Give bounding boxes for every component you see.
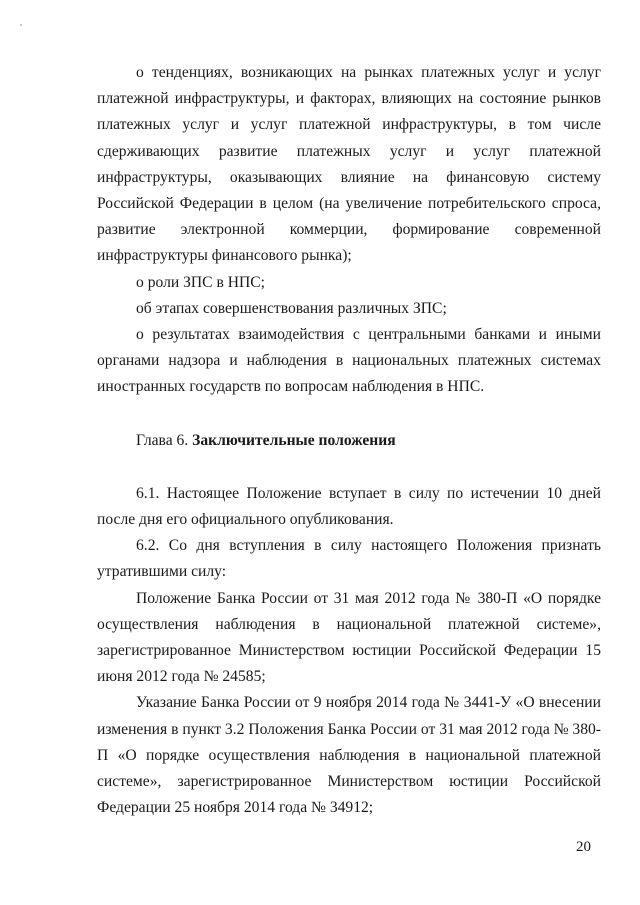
- paragraph-regulation-380p: Положение Банка России от 31 мая 2012 года № 380-П «О порядке осуществления наблюдения в национальной платежной системе», зарегистрированное Министерством юстиции Российской Федерации 15 июня 2012 года № 24585;: [97, 589, 601, 686]
- document-page: [97, 60, 601, 821]
- spacer: [97, 401, 601, 428]
- chapter-heading: [97, 428, 601, 454]
- paragraph-role-zps: о роли ЗПС в НПС;: [136, 273, 265, 291]
- spacer: [97, 454, 601, 481]
- scan-artifact-dot: [20, 24, 22, 26]
- page-number: 20: [576, 839, 591, 855]
- chapter-heading-prefix: Глава 6.: [136, 431, 193, 449]
- paragraph-instruction-3441u: Указание Банка России от 9 ноября 2014 года № 3441-У «О внесении изменения в пункт 3.2 Положения Банка России от 31 мая 2012 года № 380-П «О порядке осуществления наблюдения в национальной платежной системе», зарегистрированное Министерством юстиции Российской Федерации 25 ноября 2014 года № 34912;: [97, 694, 602, 817]
- chapter-heading-title: Заключительные положения: [192, 431, 396, 449]
- paragraph-results: о результатах взаимодействия с центральными банками и иными органами надзора и наблюдения в национальных платежных системах иностранных государств по вопросам наблюдения в НПС.: [97, 326, 601, 396]
- paragraph-6-1: 6.1. Настоящее Положение вступает в силу по истечении 10 дней после дня его официального опубликования.: [97, 484, 601, 529]
- paragraph-6-2: 6.2. Со дня вступления в силу настоящего Положения признать утратившими силу:: [97, 537, 601, 581]
- paragraph-stages: об этапах совершенствования различных ЗПС;: [136, 299, 447, 317]
- paragraph-trends: о тенденциях, возникающих на рынках платежных услуг и услуг платежной инфраструктуры, и факторах, влияющих на состояние рынков платежных услуг и услуг платежной инфраструктуры, в том числе сдерживающих развитие платежных услуг и услуг платежной инфраструктуры, оказывающих влияние на финансовую систему Российской Федерации в целом (на увеличение потребительского спроса, развитие электронной коммерции, формирование современной инфраструктуры финансового рынка);: [97, 64, 601, 265]
